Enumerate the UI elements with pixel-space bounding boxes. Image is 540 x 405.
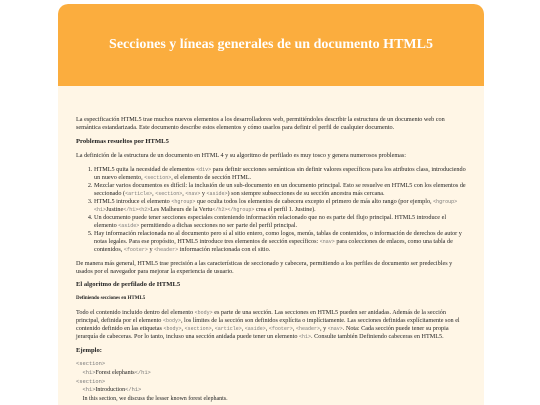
algorithm-heading: El algoritmo de perfilado de HTML5 xyxy=(76,281,181,289)
document-page xyxy=(58,4,484,405)
page-title: Secciones y líneas generales de un documento HTML5 xyxy=(109,37,433,52)
spacer xyxy=(76,104,466,116)
algorithm-subheading: Definiendo secciones en HTML5 xyxy=(76,295,146,301)
list-item: 3. HTML5 introduce el elemento <hgroup> que oculta todos los elementos de cabecera excepto el primero de más alto rango (por ejemplo, <hgroup><h1>Justine</h1><h2>Les Malheurs de la Vertu</h2></hgroup> crea el perfil 1. Justine). xyxy=(94,198,466,214)
list-item: 5. Hay información relacionada no al documento pero sí al sitio entero, como logos, menús, tablas de contenidos, o información de derechos de autor y notas legales. Para ese propósito, HTML5 introduce tres elementos de sección específicos: <nav> para colecciones de enlaces, como una tabla de contenidos, <footer> y <header> información relacionada con el sitio. xyxy=(94,230,466,254)
algorithm-paragraph: Todo el contenido incluido dentro del elemento <body> es parte de una sección. Las secciones en HTML5 pueden ser anidadas. Además de la sección principal, definida por el elemento <body>, los límites de la sección son definidos explícita o implícitamente. Las secciones definidas explícitamente son el contenido definido en las etiquetas <body>, <section>, <article>, <aside>, <footer>, <header>, y <nav>. Nota: Cada sección puede tener su propia jerarquía de cabeceras. Por lo tanto, incluso una sección anidada puede tener un elemento <h1>. Consulte también Definiendo cabeceras en HTML5. xyxy=(76,309,460,341)
example-heading: Ejemplo: xyxy=(76,347,103,355)
code-example: <section> <h1>Forest elephants</h1> <section> <h1>Introduction</h1> In this section, we discuss the lesser known forest elephants. xyxy=(76,361,228,402)
problems-heading: Problemas resueltos por HTML5 xyxy=(76,137,169,145)
document-body xyxy=(58,86,484,404)
title-banner xyxy=(58,4,484,86)
intro-paragraph: La especificación HTML5 trae muchos nuevos elementos a los desarrolladores web, permitiéndoles describir la estructura de un documento web con semántica estandarizada. Este documento describe estos elementos y cómo usarlos para definir el perfil de cualquier documento. xyxy=(76,116,445,131)
list-item: 2. Mezclar varios documentos es difícil: la inclusión de un sub-documento en un documento principal. Esto se resuelve en HTML5 con los elementos de seccionado (<article>, <section>, <nav> y <aside>) son siempre subsecciones de su sección ancestra más cercana. xyxy=(94,182,466,198)
problems-lead: La definición de la estructura de un documento en HTML 4 y su algoritmo de perfilado es muy tosco y genera numerosos problemas: xyxy=(76,152,407,160)
list-item: 4. Un documento puede tener secciones especiales conteniendo información relacionado que no es parte del flujo principal. HTML5 introduce el elemento <aside> permitiendo a dichas secciones no ser parte del perfil principal. xyxy=(94,214,466,230)
list-item: 1. HTML5 quita la necesidad de elementos <div> para definir secciones semánticas sin definir valores específicos para los atributos class, introduciendo un nuevo elemento, <section>, el elemento de sección HTML. xyxy=(94,166,466,182)
problems-list xyxy=(76,166,466,253)
problems-closing: De manera más general, HTML5 trae precisión a las características de seccionado y cabecera, permitiendo a los perfiles de documento ser predecibles y usados por el navegador para mejorar la experiencia de usuario. xyxy=(76,259,453,275)
